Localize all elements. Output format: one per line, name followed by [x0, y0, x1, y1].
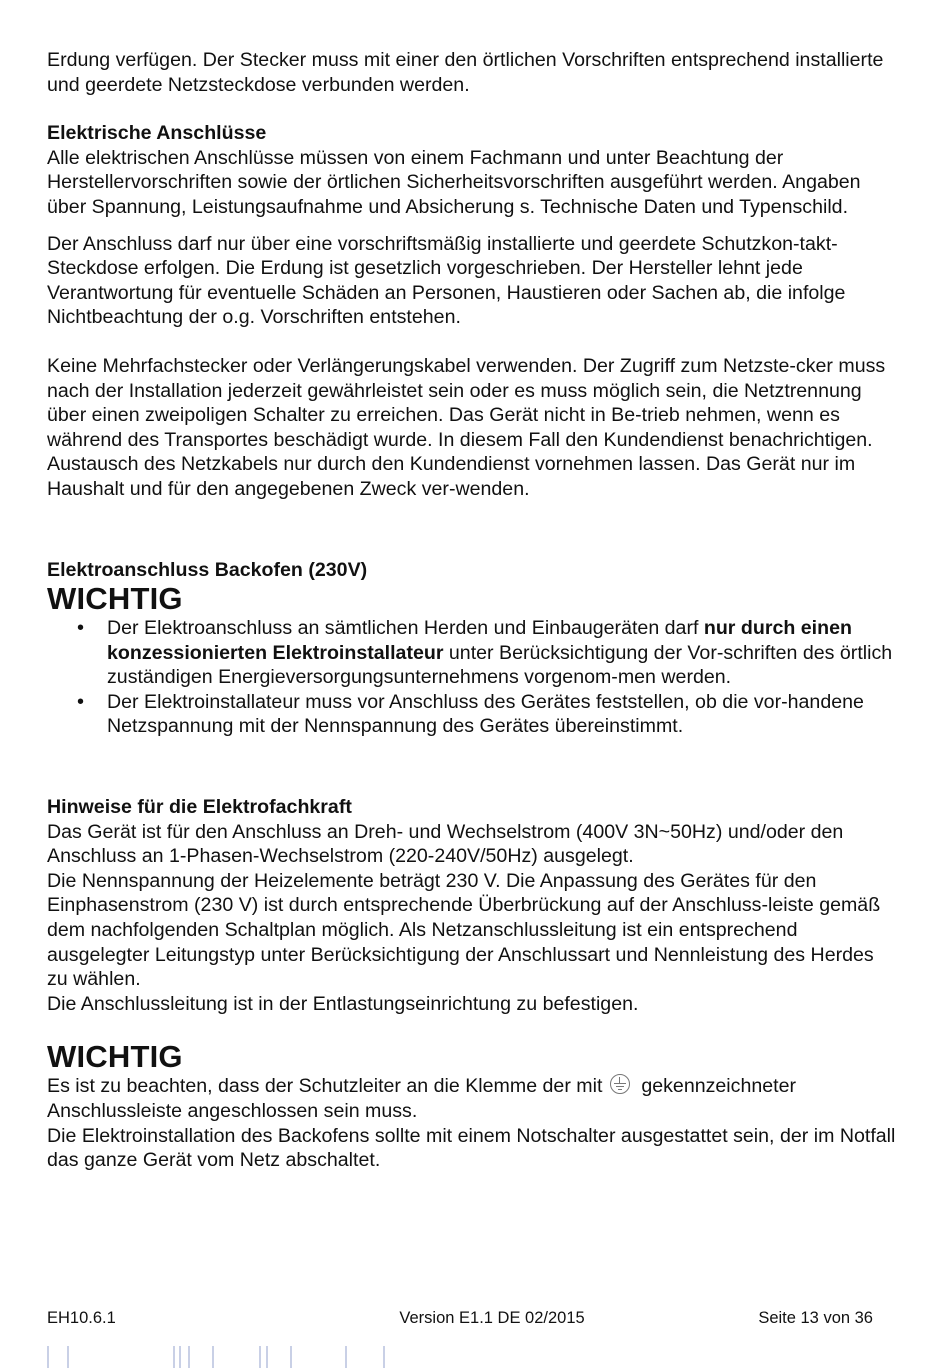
bullet-text: Der Elektroanschluss an sämtlichen Herden und Einbaugeräten darf	[107, 617, 704, 640]
wichtig-title-2: WICHTIG	[47, 1039, 183, 1075]
section-heading-backofen: Elektroanschluss Backofen (230V)	[47, 558, 368, 581]
page-footer	[47, 1309, 873, 1328]
paragraph-elektrische-1: Alle elektrischen Anschlüsse müssen von einem Fachmann und unter Beachtung der Herstellervorschriften sowie der örtlichen Sicherheitsvorschriften ausgeführt werden. Angaben über Spannung, Leistungsaufnahme und Absicherung s. Technische Daten und Typenschild.	[47, 146, 861, 218]
paragraph-hinweise-2: Die Nennspannung der Heizelemente beträgt 230 V. Die Anpassung des Gerätes für den Einphasenstrom (230 V) ist durch entsprechende Überbrückung auf der Anschluss-leiste gemäß dem nachfolgenden Schaltplan möglich. Als Netzanschlussleitung ist ein entsprechend ausgelegter Leitungstyp unter Berücksichtigung der Anschlussart und Nennleistung des Herdes zu wählen.	[47, 869, 881, 991]
list-item	[47, 616, 897, 690]
paragraph-elektrische-3: Keine Mehrfachstecker oder Verlängerungskabel verwenden. Der Zugriff zum Netzste-cker muss nach der Installation jederzeit gewährleistet sein oder es muss möglich sein, die Netztrennung über einen zweipoligen Schalter zu erreichen. Das Gerät nicht in Be-trieb nehmen, wenn es während des Transportes beschädigt wurde. In diesem Fall den Kundendienst benachrichtigen. Austausch des Netzkabels nur durch den Kundendienst vornehmen lassen. Das Gerät nur im Haushalt und für den angegebenen Zweck ver-wenden.	[47, 354, 886, 500]
ground-symbol-icon	[610, 1074, 630, 1094]
list-item	[47, 690, 897, 739]
paragraph-hinweise-1: Das Gerät ist für den Anschluss an Dreh- und Wechselstrom (400V 3N~50Hz) und/oder den Anschluss an 1-Phasen-Wechselstrom (220-240V/50Hz) ausgelegt.	[47, 820, 844, 868]
scan-marks	[47, 1346, 447, 1368]
bullet-emphasis: nur durch einen konzessionierten Elektroinstallateur	[107, 617, 852, 664]
paragraph-wichtig-2: Die Elektroinstallation des Backofens sollte mit einem Notschalter ausgestattet sein, der im Notfall das ganze Gerät vom Netz abschaltet.	[47, 1124, 896, 1172]
wichtig-title: WICHTIG	[47, 581, 183, 617]
backofen-bullet-list	[47, 616, 897, 739]
bullet-text: Der Elektroinstallateur muss vor Anschluss des Gerätes feststellen, ob die vor-handene Netzspannung mit der Nennspannung des Gerätes übereinstimmt.	[107, 690, 864, 738]
paragraph-hinweise-3: Die Anschlussleitung ist in der Entlastungseinrichtung zu befestigen.	[47, 992, 639, 1015]
paragraph-wichtig-1	[47, 1074, 897, 1123]
section-heading-hinweise: Hinweise für die Elektrofachkraft	[47, 796, 352, 819]
text-segment: gekennzeichneter Anschlussleiste angeschlossen sein muss.	[47, 1075, 797, 1122]
footer-doc-id: EH10.6.1	[47, 1309, 116, 1327]
footer-page-number: Seite 13 von 36	[758, 1309, 873, 1327]
text-segment: Es ist zu beachten, dass der Schutzleiter an die Klemme der mit	[47, 1075, 603, 1098]
footer-version: Version E1.1 DE 02/2015	[399, 1309, 585, 1327]
document-page	[47, 48, 897, 1173]
bullet-text: unter Berücksichtigung der Vor-schriften des örtlich zuständigen Energieversorgungsunternehmens vorgenom-men werden.	[107, 641, 893, 689]
intro-paragraph: Erdung verfügen. Der Stecker muss mit einer den örtlichen Vorschriften entsprechend installierte und geerdete Netzsteckdose verbunden werden.	[47, 49, 884, 96]
section-heading-elektrische-anschluesse: Elektrische Anschlüsse	[47, 122, 267, 145]
paragraph-elektrische-2: Der Anschluss darf nur über eine vorschriftsmäßig installierte und geerdete Schutzkon-takt-Steckdose erfolgen. Die Erdung ist gesetzlich vorgeschrieben. Der Hersteller lehnt jede Verantwortung für eventuelle Schäden an Personen, Haustieren oder Sachen ab, die infolge Nichtbeachtung der o.g. Vorschriften entstehen.	[47, 232, 846, 329]
